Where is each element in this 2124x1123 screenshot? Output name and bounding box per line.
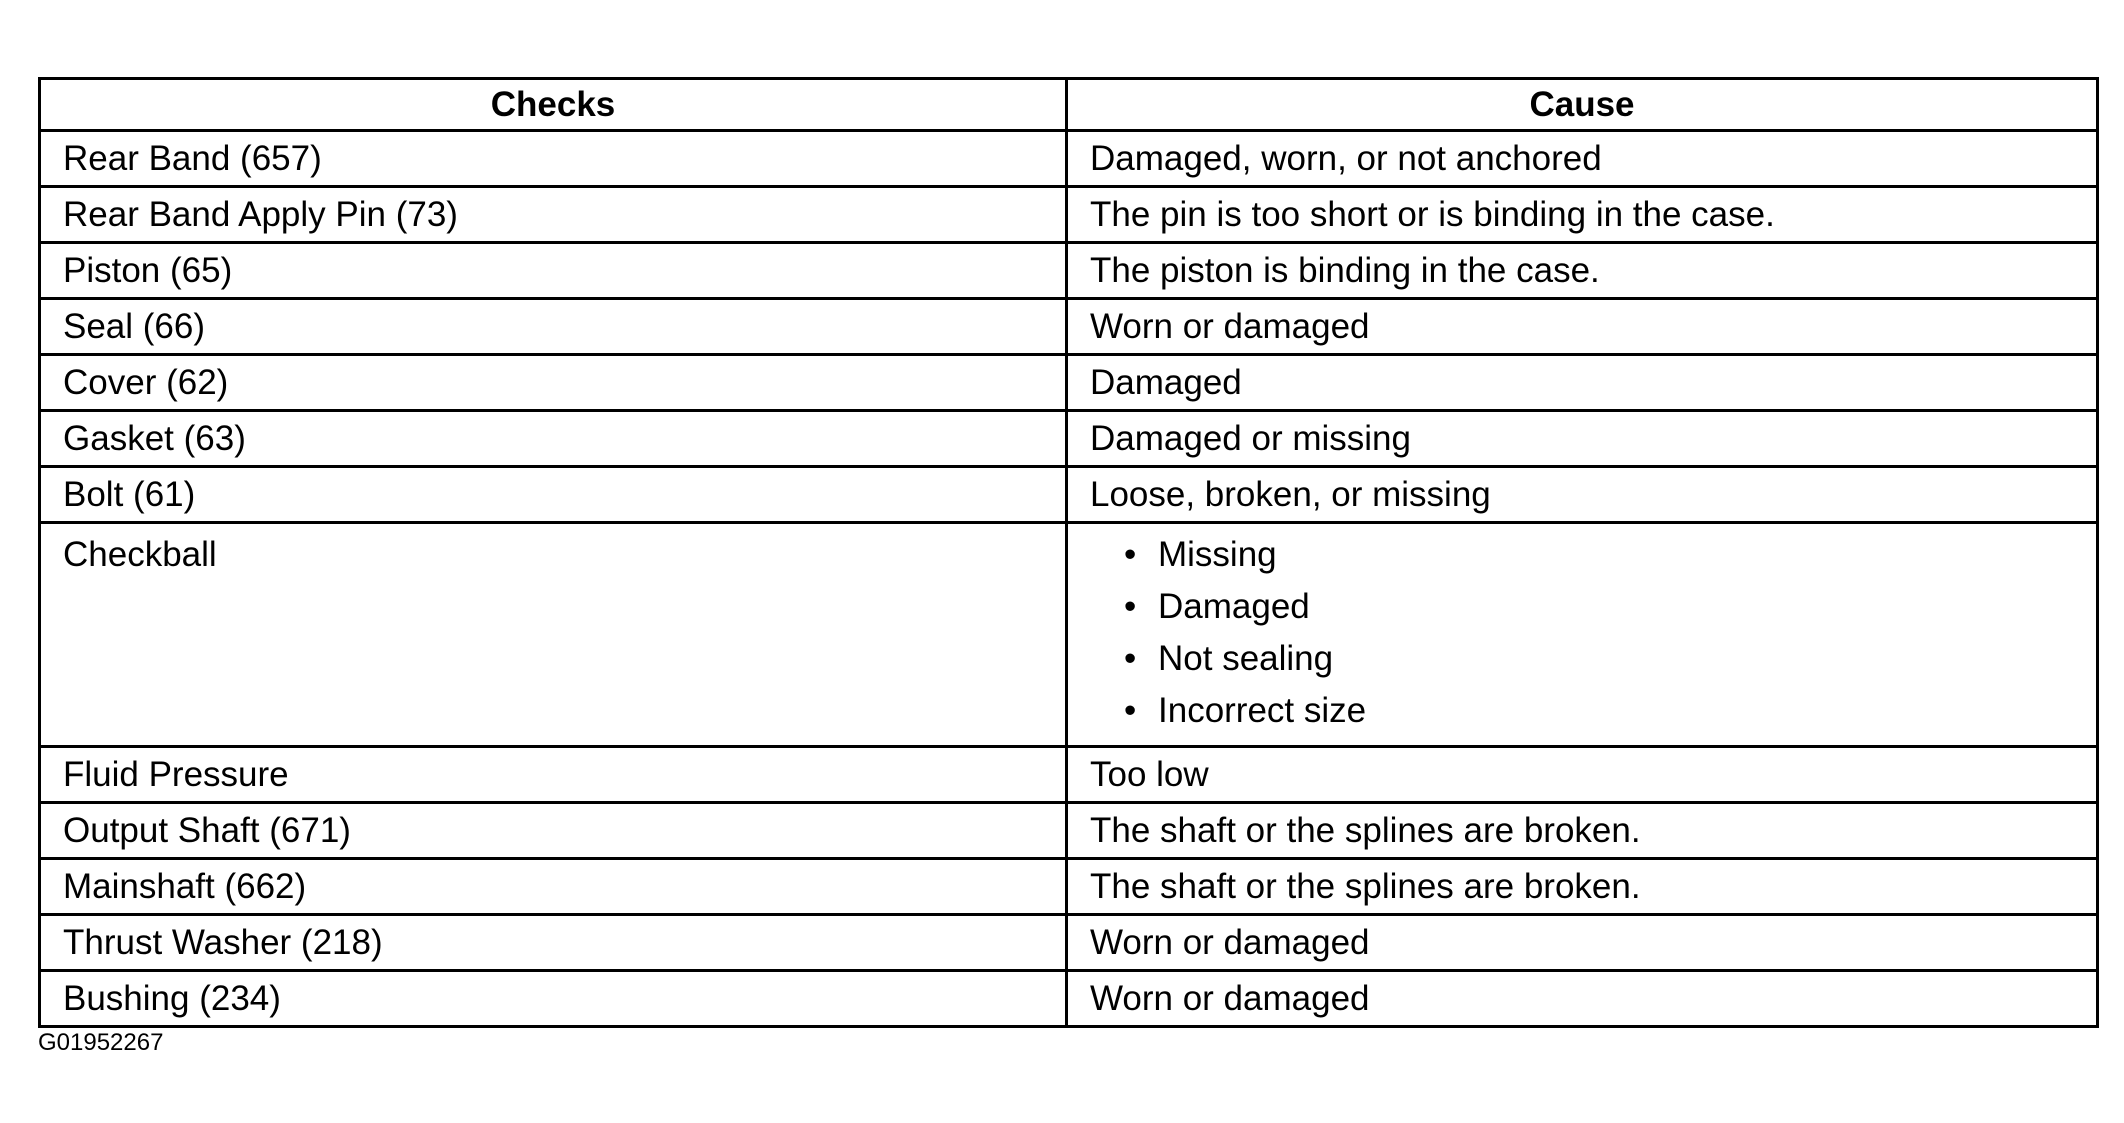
cause-bullet-item: • Incorrect size [1124, 693, 2096, 745]
check-cell: Cover (62) [40, 355, 1067, 411]
check-cell: Gasket (63) [40, 411, 1067, 467]
check-cell: Rear Band (657) [40, 131, 1067, 187]
cause-cell: Too low [1067, 747, 2098, 803]
cause-bullet-item: • Missing [1124, 537, 2096, 589]
table-row [40, 523, 2098, 747]
table-row [40, 915, 2098, 971]
table-row [40, 187, 2098, 243]
checks-cause-table [38, 77, 2099, 1028]
check-cell: Seal (66) [40, 299, 1067, 355]
cause-bullet-list [1090, 537, 2096, 745]
table-row [40, 467, 2098, 523]
table-row [40, 131, 2098, 187]
cause-cell: The pin is too short or is binding in the case. [1067, 187, 2098, 243]
check-cell: Piston (65) [40, 243, 1067, 299]
table-header-row [40, 79, 2098, 131]
table-row [40, 859, 2098, 915]
cause-cell: Damaged or missing [1067, 411, 2098, 467]
cause-cell: Damaged, worn, or not anchored [1067, 131, 2098, 187]
cause-cell-list [1067, 523, 2098, 747]
cause-cell: Damaged [1067, 355, 2098, 411]
check-cell: Fluid Pressure [40, 747, 1067, 803]
check-cell: Output Shaft (671) [40, 803, 1067, 859]
table-row [40, 803, 2098, 859]
cause-bullet-item: • Damaged [1124, 589, 2096, 641]
cause-cell: Loose, broken, or missing [1067, 467, 2098, 523]
table-row [40, 299, 2098, 355]
table-row [40, 355, 2098, 411]
table-row [40, 747, 2098, 803]
cause-cell: The shaft or the splines are broken. [1067, 803, 2098, 859]
cause-cell: Worn or damaged [1067, 971, 2098, 1027]
cause-cell: The piston is binding in the case. [1067, 243, 2098, 299]
check-cell: Bushing (234) [40, 971, 1067, 1027]
table-row [40, 411, 2098, 467]
check-cell: Mainshaft (662) [40, 859, 1067, 915]
cause-cell: Worn or damaged [1067, 299, 2098, 355]
figure-id: G01952267 [38, 1029, 164, 1056]
check-cell: Thrust Washer (218) [40, 915, 1067, 971]
table-row [40, 971, 2098, 1027]
column-header-checks: Checks [40, 79, 1067, 131]
cause-cell: Worn or damaged [1067, 915, 2098, 971]
check-cell: Rear Band Apply Pin (73) [40, 187, 1067, 243]
check-cell: Checkball [40, 523, 1067, 747]
table-row [40, 243, 2098, 299]
column-header-cause: Cause [1067, 79, 2098, 131]
cause-cell: The shaft or the splines are broken. [1067, 859, 2098, 915]
cause-bullet-item: • Not sealing [1124, 641, 2096, 693]
check-cell: Bolt (61) [40, 467, 1067, 523]
